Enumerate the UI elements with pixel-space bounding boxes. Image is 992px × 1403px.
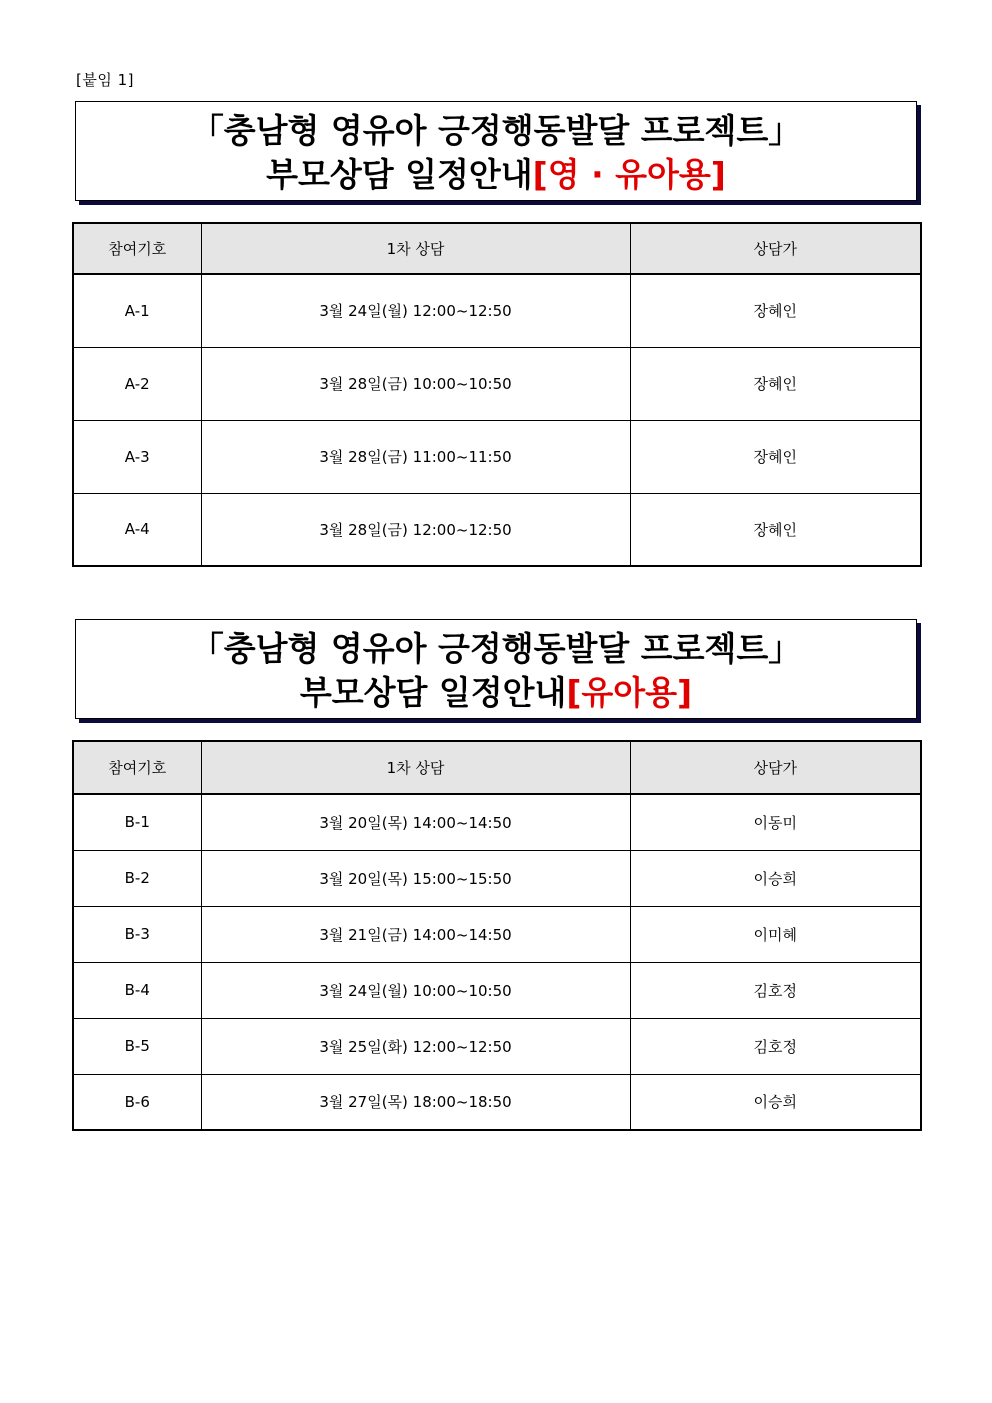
section2-title-prefix: 부모상담 일정안내 bbox=[299, 673, 567, 712]
table-row bbox=[73, 906, 921, 962]
participant-code: B-3 bbox=[73, 906, 201, 962]
participant-code: A-1 bbox=[73, 274, 201, 347]
participant-code: A-2 bbox=[73, 347, 201, 420]
table-row bbox=[73, 850, 921, 906]
section1-title-prefix: 부모상담 일정안내 bbox=[266, 155, 533, 194]
consultation-schedule: 3월 28일(금) 11:00~11:50 bbox=[201, 420, 630, 493]
participant-code: B-6 bbox=[73, 1074, 201, 1130]
table-row bbox=[73, 794, 921, 850]
section1-title-highlight: [영 · 유아용] bbox=[532, 155, 726, 194]
counselor-name: 김호정 bbox=[630, 1018, 921, 1074]
table-row bbox=[73, 420, 921, 493]
counselor-name: 이동미 bbox=[630, 794, 921, 850]
section2-title-highlight: [유아용] bbox=[566, 673, 693, 712]
consultation-schedule: 3월 20일(목) 14:00~14:50 bbox=[201, 794, 630, 850]
counselor-name: 이승희 bbox=[630, 850, 921, 906]
consultation-schedule: 3월 24일(월) 10:00~10:50 bbox=[201, 962, 630, 1018]
section1-title-box bbox=[75, 101, 917, 201]
section2-title-line1: 「충남형 영유아 긍정행동발달 프로젝트」 bbox=[190, 629, 802, 668]
header-counselor: 상담가 bbox=[630, 223, 921, 274]
consultation-schedule: 3월 24일(월) 12:00~12:50 bbox=[201, 274, 630, 347]
counselor-name: 장혜인 bbox=[630, 274, 921, 347]
counselor-name: 김호정 bbox=[630, 962, 921, 1018]
consultation-schedule: 3월 28일(금) 12:00~12:50 bbox=[201, 493, 630, 566]
consultation-schedule: 3월 21일(금) 14:00~14:50 bbox=[201, 906, 630, 962]
consultation-schedule: 3월 27일(목) 18:00~18:50 bbox=[201, 1074, 630, 1130]
table-row bbox=[73, 274, 921, 347]
table-row bbox=[73, 1018, 921, 1074]
section2-title-box bbox=[75, 619, 917, 719]
participant-code: B-5 bbox=[73, 1018, 201, 1074]
participant-code: B-1 bbox=[73, 794, 201, 850]
attachment-label: [붙임 1] bbox=[76, 71, 134, 89]
consultation-schedule: 3월 20일(목) 15:00~15:50 bbox=[201, 850, 630, 906]
consultation-schedule: 3월 28일(금) 10:00~10:50 bbox=[201, 347, 630, 420]
header-participant-code: 참여기호 bbox=[73, 741, 201, 794]
counselor-name: 장혜인 bbox=[630, 420, 921, 493]
section2-title-line2 bbox=[76, 671, 916, 715]
section1-title-line2 bbox=[76, 153, 916, 197]
header-first-consultation: 1차 상담 bbox=[201, 741, 630, 794]
counselor-name: 장혜인 bbox=[630, 347, 921, 420]
counselor-name: 장혜인 bbox=[630, 493, 921, 566]
table-row bbox=[73, 962, 921, 1018]
table-row bbox=[73, 1074, 921, 1130]
counselor-name: 이미혜 bbox=[630, 906, 921, 962]
table-row bbox=[73, 493, 921, 566]
participant-code: B-4 bbox=[73, 962, 201, 1018]
participant-code: B-2 bbox=[73, 850, 201, 906]
counselor-name: 이승희 bbox=[630, 1074, 921, 1130]
header-counselor: 상담가 bbox=[630, 741, 921, 794]
section1-title-line1: 「충남형 영유아 긍정행동발달 프로젝트」 bbox=[190, 111, 802, 150]
section2-schedule-table bbox=[72, 740, 922, 1131]
table-row bbox=[73, 347, 921, 420]
consultation-schedule: 3월 25일(화) 12:00~12:50 bbox=[201, 1018, 630, 1074]
participant-code: A-4 bbox=[73, 493, 201, 566]
table-header-row bbox=[73, 223, 921, 274]
header-first-consultation: 1차 상담 bbox=[201, 223, 630, 274]
participant-code: A-3 bbox=[73, 420, 201, 493]
section1-schedule-table bbox=[72, 222, 922, 567]
table-header-row bbox=[73, 741, 921, 794]
header-participant-code: 참여기호 bbox=[73, 223, 201, 274]
